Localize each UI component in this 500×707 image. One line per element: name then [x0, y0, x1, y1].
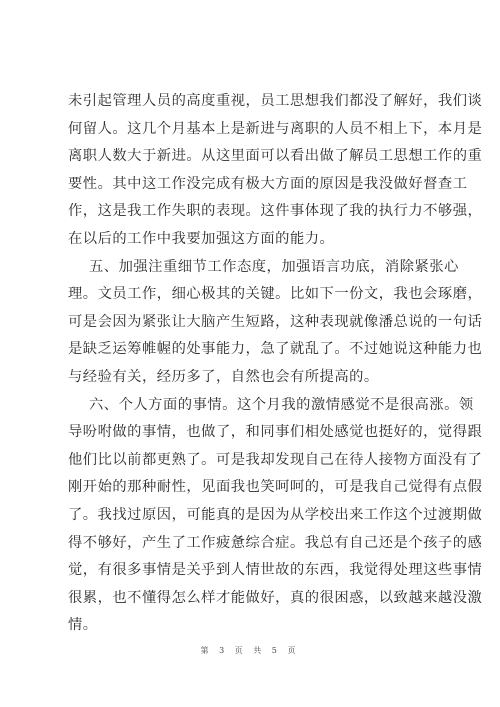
- text-line: 是缺乏运筹帷幄的处事能力，急了就乱了。不过她说这种能力也: [68, 341, 483, 358]
- document-body: [68, 88, 483, 640]
- text-line: 在以后的工作中我要加强这方面的能力。: [68, 230, 335, 247]
- text-line: 未引起管理人员的高度重视，员工思想我们都没了解好，我们谈: [68, 93, 483, 109]
- text-line: 了。我找过原因，可能真的是因为从学校出来工作这个过渡期做: [68, 506, 483, 523]
- text-line: 可是会因为紧张让大脑产生短路，这种表现就像潘总说的一句话: [68, 313, 483, 330]
- page-number-footer: 第 3 页 共 5 页: [200, 646, 300, 655]
- text-line: 理。文员工作，细心极其的关键。比如下一份文，我也会琢磨，: [68, 286, 483, 303]
- text-line: 与经验有关，经历多了，自然也会有所提高的。: [68, 368, 379, 385]
- text-line: 离职人数大于新进。从这里面可以看出做了解员工思想工作的重: [68, 148, 483, 165]
- text-line: 很累，也不懂得怎么样才能做好，真的很困惑，以致越来越没激: [68, 589, 483, 606]
- text-line: 导吩咐做的事情，也做了，和同事们相处感觉也挺好的，觉得跟: [68, 424, 483, 441]
- text-line: 要性。其中这工作没完成有极大方面的原因是我没做好督查工: [68, 175, 468, 192]
- text-line: 得不够好，产生了工作疲惫综合症。我总有自己还是个孩子的感: [68, 534, 483, 551]
- text-line: 情。: [68, 617, 98, 634]
- text-line: 作，这是我工作失职的表现。这件事体现了我的执行力不够强，: [68, 203, 483, 220]
- text-line: 刚开始的那种耐性，见面我也笑呵呵的，可是我自己觉得有点假: [68, 479, 483, 496]
- text-line: 何留人。这几个月基本上是新进与离职的人员不相上下，本月是: [68, 120, 483, 137]
- text-line: 五、加强注重细节工作态度，加强语言功底，消除紧张心: [89, 258, 459, 275]
- text-line: 六、个人方面的事情。这个月我的激情感觉不是很高涨。领: [89, 396, 474, 413]
- text-line: 他们比以前都更熟了。可是我却发现自己在待人接物方面没有了: [68, 451, 483, 468]
- text-line: 觉，有很多事情是关乎到人情世故的东西，我觉得处理这些事情: [68, 562, 483, 579]
